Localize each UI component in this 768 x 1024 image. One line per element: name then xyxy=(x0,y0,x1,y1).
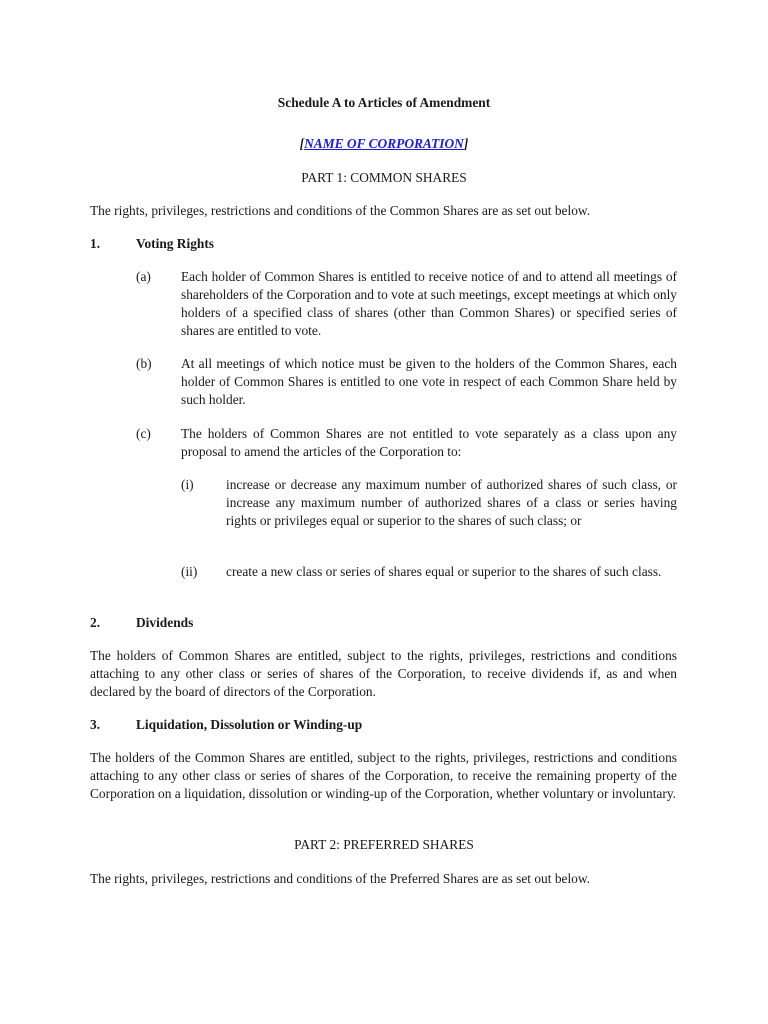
section1-number: 1. xyxy=(90,236,101,251)
item-c-label: (c) xyxy=(136,426,151,441)
item-b-label: (b) xyxy=(136,356,152,371)
section2-number: 2. xyxy=(90,615,101,630)
item-i-label: (i) xyxy=(181,477,194,492)
part2-heading: PART 2: PREFERRED SHARES xyxy=(294,837,474,852)
document-title: Schedule A to Articles of Amendment xyxy=(277,95,491,110)
part1-heading: PART 1: COMMON SHARES xyxy=(301,170,467,185)
part2-intro: The rights, privileges, restrictions and conditions of the Preferred Shares are as set out below. xyxy=(90,871,591,886)
part1-intro: The rights, privileges, restrictions and conditions of the Common Shares are as set out below. xyxy=(90,203,591,218)
corporation-name-link[interactable]: NAME OF CORPORATION xyxy=(304,136,464,151)
section2-title: Dividends xyxy=(136,615,194,630)
section3-title: Liquidation, Dissolution or Winding-up xyxy=(136,717,363,732)
item-a-label: (a) xyxy=(136,269,151,284)
item-c-text: The holders of Common Shares are not entitled to vote separately as a class upon any proposal to amend the articles of the Corporation to: xyxy=(181,426,677,459)
corp-bracket-close: ] xyxy=(463,136,469,151)
item-a-text: Each holder of Common Shares is entitled to receive notice of and to attend all meetings of shareholders of the Corporation and to vote at such meetings, except meetings at which only holders of a specified class of shares (other than Common Shares) or specified series of shares are entitled to vote. xyxy=(181,269,677,338)
item-ii-label: (ii) xyxy=(181,564,198,579)
item-ii-text: create a new class or series of shares equal or superior to the shares of such class. xyxy=(226,564,662,579)
section2-text: The holders of Common Shares are entitled, subject to the rights, privileges, restrictions and conditions attaching to any other class or series of shares of the Corporation, to receive dividends if, as and when declared by the board of directors of the Corporation. xyxy=(90,648,677,699)
section3-text: The holders of the Common Shares are entitled, subject to the rights, privileges, restrictions and conditions attaching to any other class or series of shares of the Corporation, to receive the remaining property of the Corporation on a liquidation, dissolution or winding-up of the Corporation, whether voluntary or involuntary. xyxy=(90,750,677,801)
corp-bracket-open: [ xyxy=(299,136,305,151)
section3-number: 3. xyxy=(90,717,101,732)
item-b-text: At all meetings of which notice must be given to the holders of the Common Shares, each holder of Common Shares is entitled to one vote in respect of each Common Share held by such holder. xyxy=(181,356,677,407)
item-i-text: increase or decrease any maximum number of authorized shares of such class, or increase any maximum number of authorized shares of a class or series having rights or privileges equal or superior to the shares of such class; or xyxy=(226,477,677,528)
section1-title: Voting Rights xyxy=(136,236,215,251)
corporation-name-line xyxy=(0,135,768,153)
